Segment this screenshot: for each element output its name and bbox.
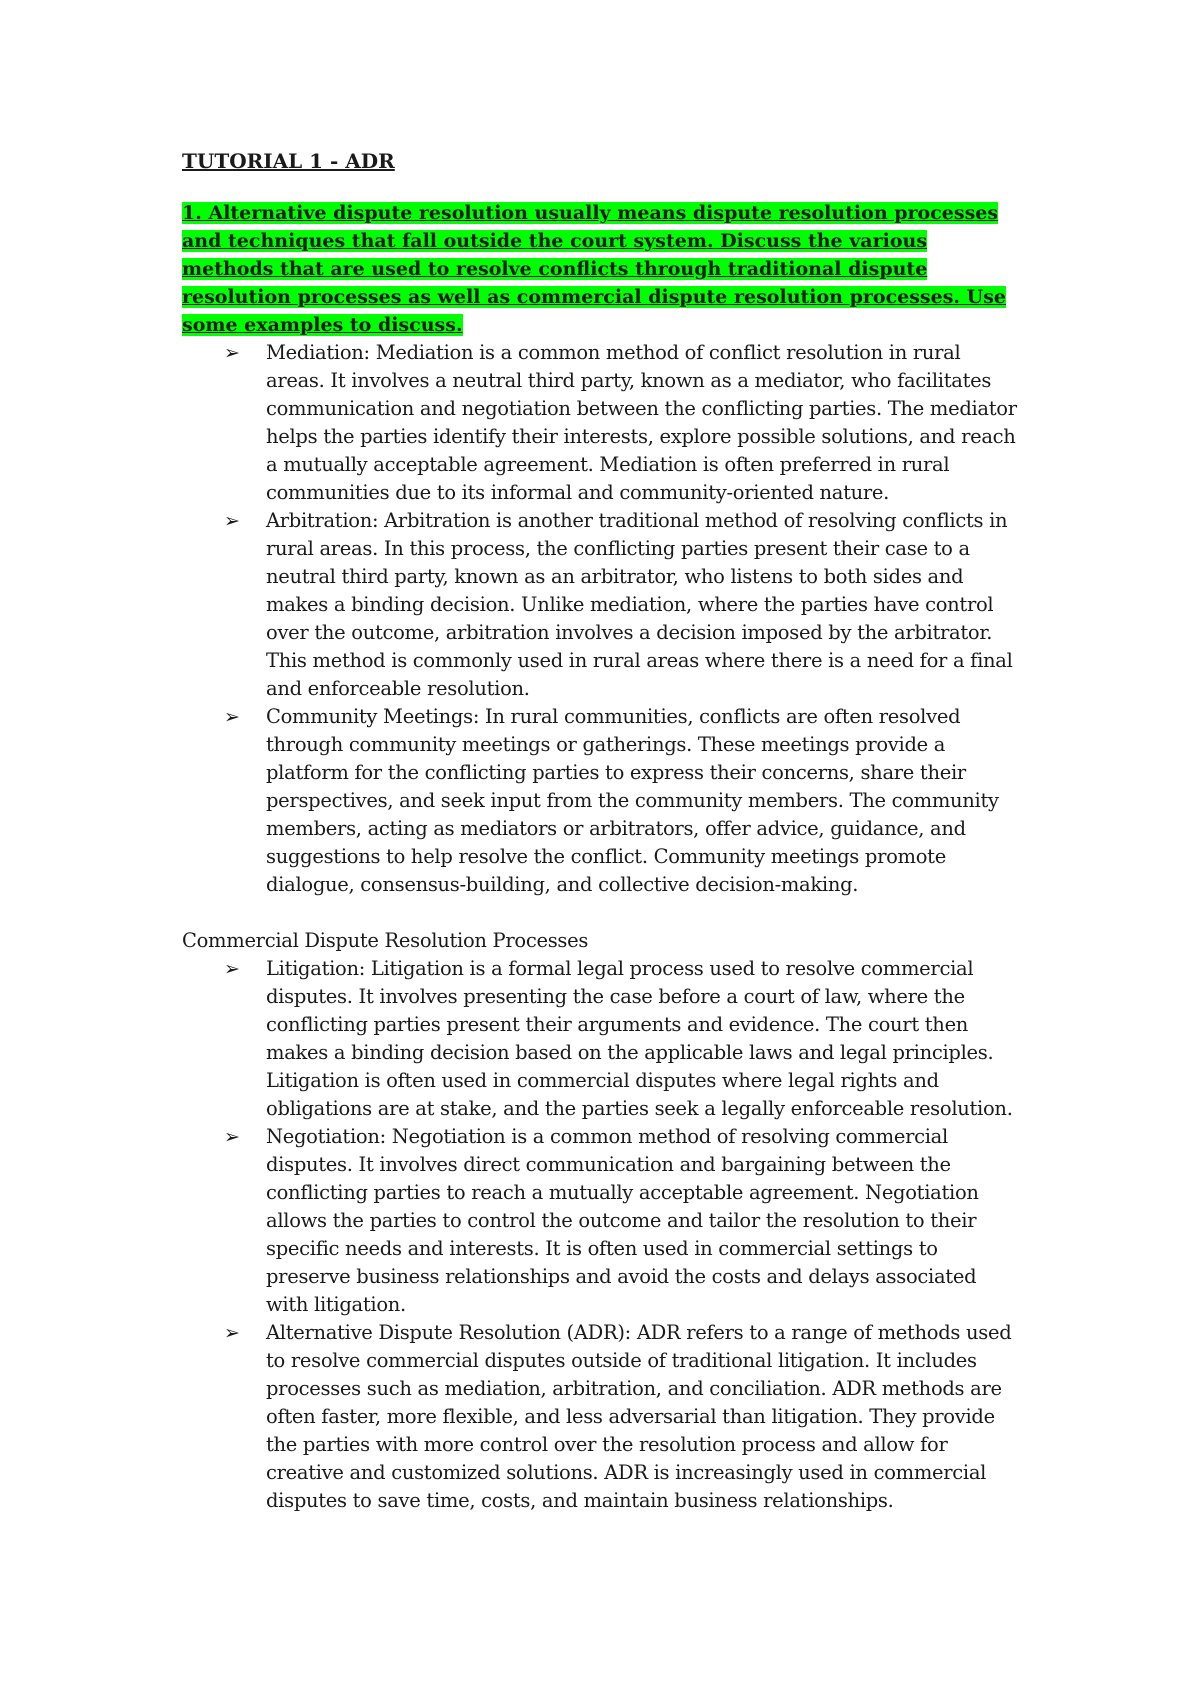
list-item-litigation bbox=[182, 955, 1022, 1123]
highlighted-question-text: 1. Alternative dispute resolution usually means dispute resolution processes and techniques that fall outside the court system. Discuss the various methods that are used to resolve conflicts through traditional dispute resolution processes as well as commercial dispute resolution processes. Use some examples to discuss. bbox=[182, 202, 1006, 336]
arrow-bullet-icon: ➢ bbox=[224, 1126, 240, 1148]
traditional-methods-list bbox=[182, 339, 1022, 899]
arrow-bullet-icon: ➢ bbox=[224, 706, 240, 728]
list-item-text: Alternative Dispute Resolution (ADR): ADR refers to a range of methods used to resolve commercial disputes outside of traditional litigation. It includes processes such as mediation, arbitration, and conciliation. ADR methods are often faster, more flexible, and less adversarial than litigation. They provide the parties with more control over the resolution process and allow for creative and customized solutions. ADR is increasingly used in commercial disputes to save time, costs, and maintain business relationships. bbox=[266, 1321, 1012, 1512]
arrow-bullet-icon: ➢ bbox=[224, 510, 240, 532]
list-item-text: Litigation: Litigation is a formal legal process used to resolve commercial disputes. It involves presenting the case before a court of law, where the conflicting parties present their arguments and evidence. The court then makes a binding decision based on the applicable laws and legal principles. Litigation is often used in commercial disputes where legal rights and obligations are at stake, and the parties seek a legally enforceable resolution. bbox=[266, 957, 1013, 1120]
arrow-bullet-icon: ➢ bbox=[224, 958, 240, 980]
arrow-bullet-icon: ➢ bbox=[224, 342, 240, 364]
list-item-community-meetings bbox=[182, 703, 1022, 899]
commercial-methods-list bbox=[182, 955, 1022, 1515]
document-title: TUTORIAL 1 - ADR bbox=[182, 149, 395, 173]
list-item-text: Community Meetings: In rural communities, conflicts are often resolved through community meetings or gatherings. These meetings provide a platform for the conflicting parties to express their concerns, share their perspectives, and seek input from the community members. The community members, acting as mediators or arbitrators, offer advice, guidance, and suggestions to help resolve the conflict. Community meetings promote dialogue, consensus-building, and collective decision-making. bbox=[266, 705, 999, 896]
arrow-bullet-icon: ➢ bbox=[224, 1322, 240, 1344]
list-item-negotiation bbox=[182, 1123, 1022, 1319]
list-item-arbitration bbox=[182, 507, 1022, 703]
commercial-section-heading: Commercial Dispute Resolution Processes bbox=[182, 929, 589, 952]
tutorial-question bbox=[182, 199, 1012, 339]
document-content bbox=[182, 147, 1022, 1515]
list-item-text: Mediation: Mediation is a common method of conflict resolution in rural areas. It involves a neutral third party, known as a mediator, who facilitates communication and negotiation between the conflicting parties. The mediator helps the parties identify their interests, explore possible solutions, and reach a mutually acceptable agreement. Mediation is often preferred in rural communities due to its informal and community-oriented nature. bbox=[266, 341, 1017, 504]
list-item-adr bbox=[182, 1319, 1022, 1515]
list-item-mediation bbox=[182, 339, 1022, 507]
list-item-text: Arbitration: Arbitration is another traditional method of resolving conflicts in rural areas. In this process, the conflicting parties present their case to a neutral third party, known as an arbitrator, who listens to both sides and makes a binding decision. Unlike mediation, where the parties have control over the outcome, arbitration involves a decision imposed by the arbitrator. This method is commonly used in rural areas where there is a need for a final and enforceable resolution. bbox=[266, 509, 1013, 700]
list-item-text: Negotiation: Negotiation is a common method of resolving commercial disputes. It involves direct communication and bargaining between the conflicting parties to reach a mutually acceptable agreement. Negotiation allows the parties to control the outcome and tailor the resolution to their specific needs and interests. It is often used in commercial settings to preserve business relationships and avoid the costs and delays associated with litigation. bbox=[266, 1125, 979, 1316]
